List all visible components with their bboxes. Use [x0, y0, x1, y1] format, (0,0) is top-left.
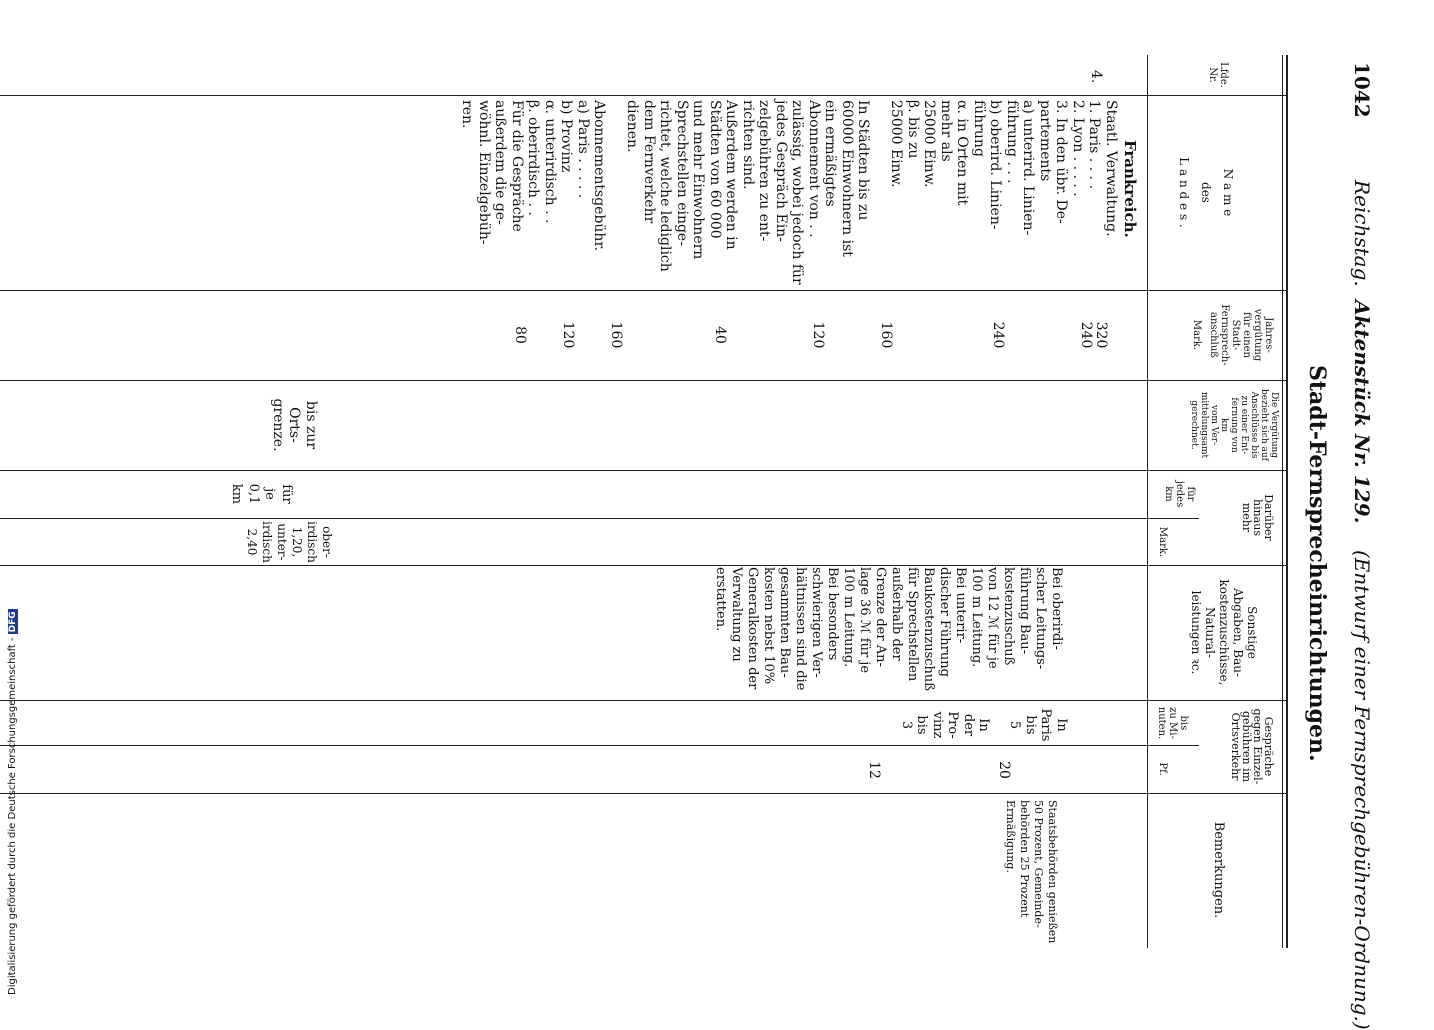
header-daruber: Darüber hinaus mehr [1240, 494, 1275, 541]
name-line: a) Paris . . . . . [575, 100, 591, 199]
name-line: führung . . . [1004, 100, 1020, 184]
km-text: für je 0,1 km [229, 483, 294, 505]
gesprache-line: 5 [1007, 720, 1023, 730]
name-line: In Städten bis zu [855, 100, 872, 221]
right-title: Aktenstück Nr. 129. [1350, 300, 1374, 524]
header-gesprache-pf: Pf. [1157, 762, 1168, 776]
sonstige-line: discher Führung [937, 567, 952, 677]
header-sonstige: Sonstige Abgaben, Bau- kostenzuschüsse, Natural- leistungen ꝛc. [1189, 579, 1259, 686]
gesprache-pf-12: 12 [866, 761, 882, 779]
header-gesprache-min: bis zu Mi- nuten. [1156, 706, 1189, 740]
name-line: jedes Gespräch Ein- [773, 100, 789, 242]
name-line: Abonnementsgebühr. [591, 100, 608, 252]
name-line: 60000 Einwohnern ist [839, 100, 855, 257]
page-number: 1042 [1350, 62, 1374, 118]
sonstige-lines [712, 567, 1064, 698]
jahres-value: 120 [810, 321, 826, 349]
name-line: 2. Lyon . . . . . [1070, 100, 1086, 197]
gesprache-line: In [976, 718, 992, 732]
vergutung-text: bis zur Orts- grenze. [270, 398, 319, 452]
name-line: b) oberird. Linien- [987, 100, 1004, 230]
name-lines [459, 100, 1119, 286]
name-line: Staatl. Verwaltung. [1103, 100, 1119, 237]
header-rule [1147, 55, 1148, 948]
credit-text: Digitalisierung gefördert durch die Deutsche Forschungsgemeinschaft - [7, 637, 18, 995]
sonstige-line: 100 m Leitung. [969, 567, 984, 668]
name-line: führung [971, 100, 987, 157]
row-number: 4. [1088, 70, 1104, 84]
name-line: dienen. [624, 100, 641, 153]
name-line: mehr als [938, 100, 954, 162]
name-line: ren. [459, 100, 476, 129]
name-line: 25000 Einw. [921, 100, 938, 188]
name-line: Außerdem werden in [723, 100, 740, 250]
jahres-value: 40 [712, 326, 728, 344]
col-line-4b [0, 518, 1199, 519]
gesprache-line: der [961, 713, 976, 737]
sonstige-line: führung Bau- [1017, 567, 1032, 655]
name-line: β. oberirdisch . . [525, 100, 542, 216]
col-line-7 [0, 793, 1288, 794]
col-line-6b [0, 745, 1199, 746]
dfg-logo: DFG [8, 611, 18, 633]
country-name: Frankreich. [1121, 140, 1139, 238]
sonstige-line: für Sprechstellen [905, 567, 920, 682]
gesprache-line: Pro- [945, 711, 961, 739]
name-line: und mehr Einwohnern [690, 100, 707, 260]
header-lfd-nr: Lfde. Nr. [1207, 62, 1229, 88]
sonstige-line: scher Leitungs- [1033, 567, 1048, 670]
name-line: Sprechstellen einge- [674, 100, 690, 246]
gesprache-line: 3 [899, 720, 914, 730]
jahres-value: 120 [560, 321, 576, 349]
name-line: ein ermäßigtes [822, 100, 839, 207]
col-line-5 [0, 565, 1288, 566]
name-line: 3. In den übr. De- [1053, 100, 1070, 224]
sonstige-line: Bei oberirdi- [1049, 567, 1064, 650]
name-line: α. unterirdisch . . [542, 100, 558, 224]
header-vergutung: Die Vergütung bezieht sich auf Anschlüsse bis zu einer Ent- fernung von km vom Ver- mittelungsamt gerechnet. [1189, 389, 1279, 461]
name-line: zulässig, wobei jedoch für [789, 100, 806, 285]
header-daruber-km: für jedes km [1163, 480, 1196, 508]
credit-strip [0, 600, 30, 995]
name-line [608, 100, 625, 286]
left-title: Reichstag. [1350, 180, 1374, 287]
top-rule [1286, 55, 1288, 948]
header-bemerkungen: Bemerkungen. [1211, 821, 1226, 919]
name-line: partements [1037, 100, 1053, 182]
name-line: dem Fernverkehr [641, 100, 657, 224]
sonstige-line: kosten nebst 10% [761, 567, 776, 685]
name-line: b) Provinz [558, 100, 575, 173]
gesprache-line: bis [1023, 715, 1038, 735]
col-line-1 [0, 95, 1288, 96]
name-line: zelgebühren zu ent- [756, 100, 773, 242]
jahres-value: 240 [990, 321, 1006, 349]
name-line: 25000 Einw. [888, 100, 905, 188]
name-line: richten sind. [740, 100, 756, 190]
col-line-6 [0, 700, 1288, 701]
sonstige-line: lage 36 ℳ für je [857, 567, 872, 674]
sonstige-line: Baukostenzuschuß [921, 567, 936, 691]
top-rule-thin [1282, 55, 1283, 948]
name-line: wöhnl. Einzelgebüh- [476, 100, 492, 245]
right-subtitle: (Entwurf einer Fernsprechgebühren-Ordnung.) [1350, 550, 1374, 1030]
sonstige-line: kostenzuschuß [1001, 567, 1016, 666]
sonstige-line: außerhalb der [889, 567, 904, 661]
jahres-value: 80 [512, 326, 528, 344]
name-line: richtet, welche lediglich [657, 100, 674, 272]
gesprache-pf-20: 20 [996, 761, 1012, 779]
jahres-value: 160 [608, 321, 624, 349]
sonstige-line: gesammten Bau- [777, 567, 792, 678]
header-gesprache: Gespräche gegen Einzel- gebühren im Ortsverkehr [1229, 708, 1275, 785]
mark-text: ober- irdisch 1,20, unter- irdisch 2,40 [245, 521, 334, 563]
sonstige-line: Grenze der An- [873, 567, 888, 667]
gesprache-line: vinz [930, 711, 945, 739]
gesprache-line: bis [914, 715, 930, 735]
col-line-3 [0, 380, 1288, 381]
gesprache-line [992, 705, 1008, 745]
sonstige-line: schwierigen Ver- [809, 567, 824, 678]
sonstige-line: Bei unterir- [953, 567, 968, 644]
sonstige-line: Generalkosten der [745, 567, 760, 690]
table-title: Stadt-Fernsprecheinrichtungen. [1304, 365, 1330, 762]
jahres-value: 160 [878, 321, 894, 349]
name-line: β. bis zu [905, 100, 921, 159]
name-line: außerdem die ge- [492, 100, 509, 225]
sonstige-line: 100 m Leitung. [841, 567, 856, 668]
name-line [872, 100, 889, 286]
sonstige-line: von 12 ℳ für je [985, 567, 1000, 669]
sonstige-line: Bei besonders [825, 567, 840, 661]
header-daruber-mark: Mark. [1157, 526, 1168, 558]
sonstige-line: Verwaltung zu [729, 567, 744, 662]
bemerkungen-lines: Staatsbehörden genießen 50 Prozent, Gemeinde- behörden 25 Prozent Ermäßigung. [1004, 800, 1059, 944]
name-line: α. in Orten mit [954, 100, 971, 206]
col-line-4 [0, 470, 1288, 471]
gesprache-line: Paris [1038, 708, 1054, 742]
header-jahres: Jahres- vergütung für einen Stadt- Fernsprech- anschluß Mark. [1191, 304, 1274, 366]
col-line-2 [0, 290, 1288, 291]
gesprache-lines [899, 705, 1070, 745]
sonstige-line: erstatten. [713, 567, 728, 632]
name-line: a) unterird. Linien- [1020, 100, 1037, 236]
name-line: Abonnement von . . [806, 100, 822, 238]
header-name: N a m e des L a n d e s . [1177, 157, 1235, 228]
jahres-value: 320 [1093, 321, 1109, 349]
name-line: Städten von 60 000 [707, 100, 723, 239]
sonstige-line: hältnissen sind die [793, 567, 808, 691]
name-line: 1. Paris . . . . [1086, 100, 1103, 189]
name-line: Für die Gespräche [509, 100, 525, 232]
gesprache-line: In [1054, 718, 1069, 732]
jahres-value: 240 [1078, 321, 1094, 349]
